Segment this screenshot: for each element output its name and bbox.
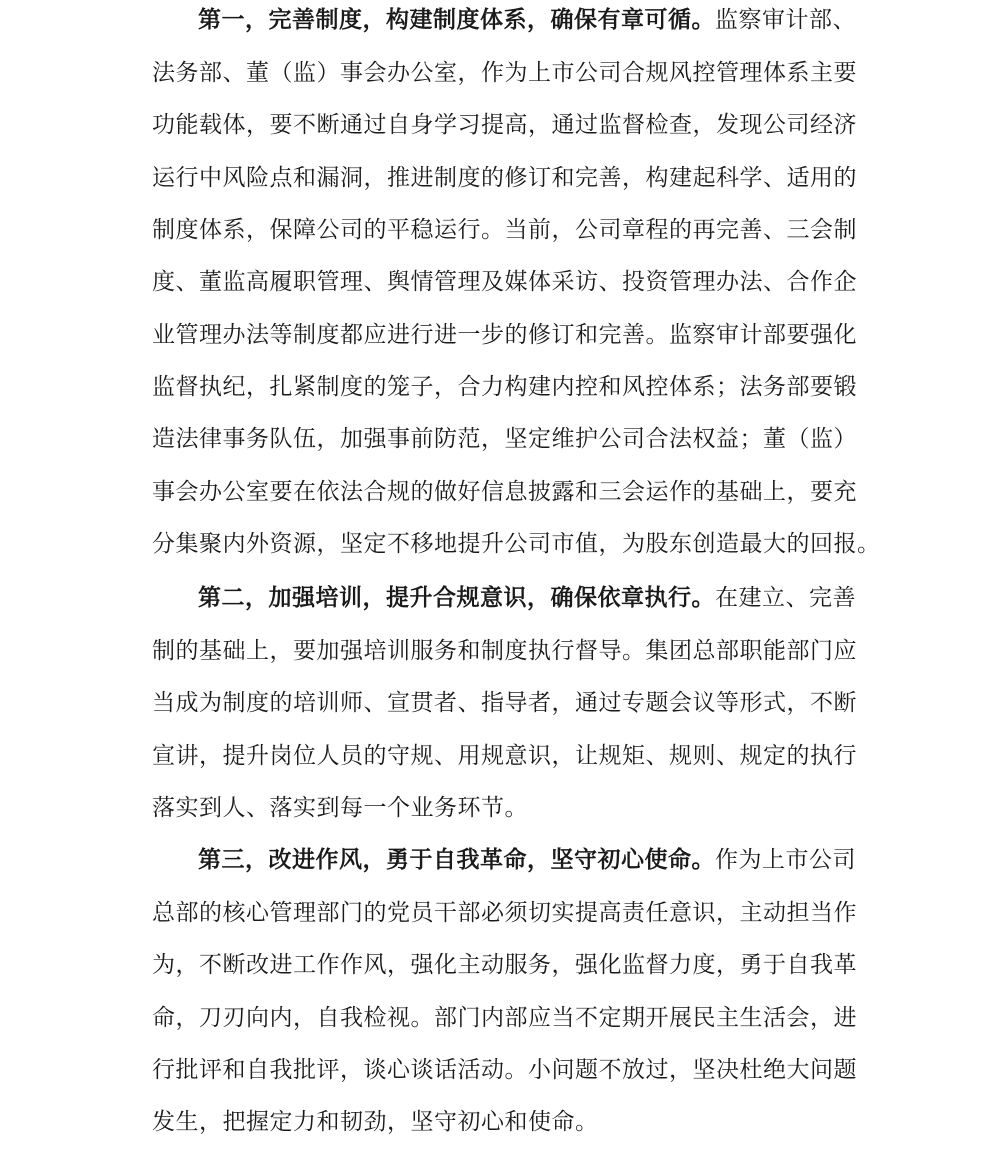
text-line bbox=[152, 1104, 852, 1140]
line-text: 宣讲，提升岗位人员的守规、用规意识，让规矩、规则、规定的执行 bbox=[152, 743, 857, 769]
text-line bbox=[152, 526, 881, 562]
text-line bbox=[152, 895, 857, 931]
text-line bbox=[152, 160, 857, 196]
text-line bbox=[152, 421, 857, 457]
line-text: 在建立、完善 bbox=[715, 585, 856, 611]
line-text: 总部的核心管理部门的党员干部必须切实提高责任意识，主动担当作 bbox=[152, 900, 857, 926]
text-line bbox=[152, 264, 857, 300]
line-text: 行批评和自我批评，谈心谈话活动。小问题不放过，坚决杜绝大问题 bbox=[152, 1057, 857, 1083]
paragraph-heading: 第一，完善制度，构建制度体系，确保有章可循。 bbox=[198, 6, 715, 33]
line-text: 制的基础上，要加强培训服务和制度执行督导。集团总部职能部门应 bbox=[152, 638, 857, 664]
line-text: 监督执纪，扎紧制度的笼子，合力构建内控和风控体系；法务部要锻 bbox=[152, 374, 857, 400]
line-text: 造法律事务队伍，加强事前防范，坚定维护公司合法权益；董（监） bbox=[152, 426, 857, 452]
text-line bbox=[152, 212, 857, 248]
line-text: 事会办公室要在依法合规的做好信息披露和三会运作的基础上，要充 bbox=[152, 479, 857, 505]
line-text: 法务部、董（监）事会办公室，作为上市公司合规风控管理体系主要 bbox=[152, 60, 857, 86]
line-text: 发生，把握定力和韧劲，坚守初心和使命。 bbox=[152, 1109, 599, 1135]
line-text: 业管理办法等制度都应进行进一步的修订和完善。监察审计部要强化 bbox=[152, 322, 857, 348]
text-line bbox=[152, 55, 857, 91]
text-line bbox=[152, 633, 857, 669]
line-text: 分集聚内外资源，坚定不移地提升公司市值，为股东创造最大的回报。 bbox=[152, 531, 881, 557]
paragraph-heading: 第三，改进作风，勇于自我革命，坚守初心使命。 bbox=[198, 846, 715, 873]
text-line bbox=[152, 317, 857, 353]
text-line bbox=[152, 790, 852, 826]
text-line bbox=[152, 1000, 857, 1036]
text-line bbox=[152, 738, 857, 774]
line-text: 运行中风险点和漏洞，推进制度的修订和完善，构建起科学、适用的 bbox=[152, 165, 857, 191]
line-text: 当成为制度的培训师、宣贯者、指导者，通过专题会议等形式，不断 bbox=[152, 690, 857, 716]
line-text: 度、董监高履职管理、舆情管理及媒体采访、投资管理办法、合作企 bbox=[152, 269, 857, 295]
line-text: 为，不断改进工作作风，强化主动服务，强化监督力度，勇于自我革 bbox=[152, 952, 857, 978]
line-text: 落实到人、落实到每一个业务环节。 bbox=[152, 795, 528, 821]
paragraph-heading: 第二，加强培训，提升合规意识，确保依章执行。 bbox=[198, 584, 715, 611]
text-line bbox=[152, 474, 857, 510]
line-text: 功能载体，要不断通过自身学习提高，通过监督检查，发现公司经济 bbox=[152, 112, 857, 138]
text-line bbox=[152, 685, 857, 721]
text-line bbox=[152, 947, 857, 983]
line-text: 命，刀刃向内，自我检视。部门内部应当不定期开展民主生活会，进 bbox=[152, 1005, 857, 1031]
line-text: 监察审计部、 bbox=[715, 7, 856, 33]
line-text: 作为上市公司 bbox=[715, 847, 856, 873]
text-line bbox=[152, 369, 857, 405]
text-line bbox=[198, 2, 856, 38]
text-line bbox=[152, 107, 857, 143]
text-line bbox=[198, 842, 856, 878]
line-text: 制度体系，保障公司的平稳运行。当前，公司章程的再完善、三会制 bbox=[152, 217, 857, 243]
text-line bbox=[198, 580, 856, 616]
text-line bbox=[152, 1052, 857, 1088]
